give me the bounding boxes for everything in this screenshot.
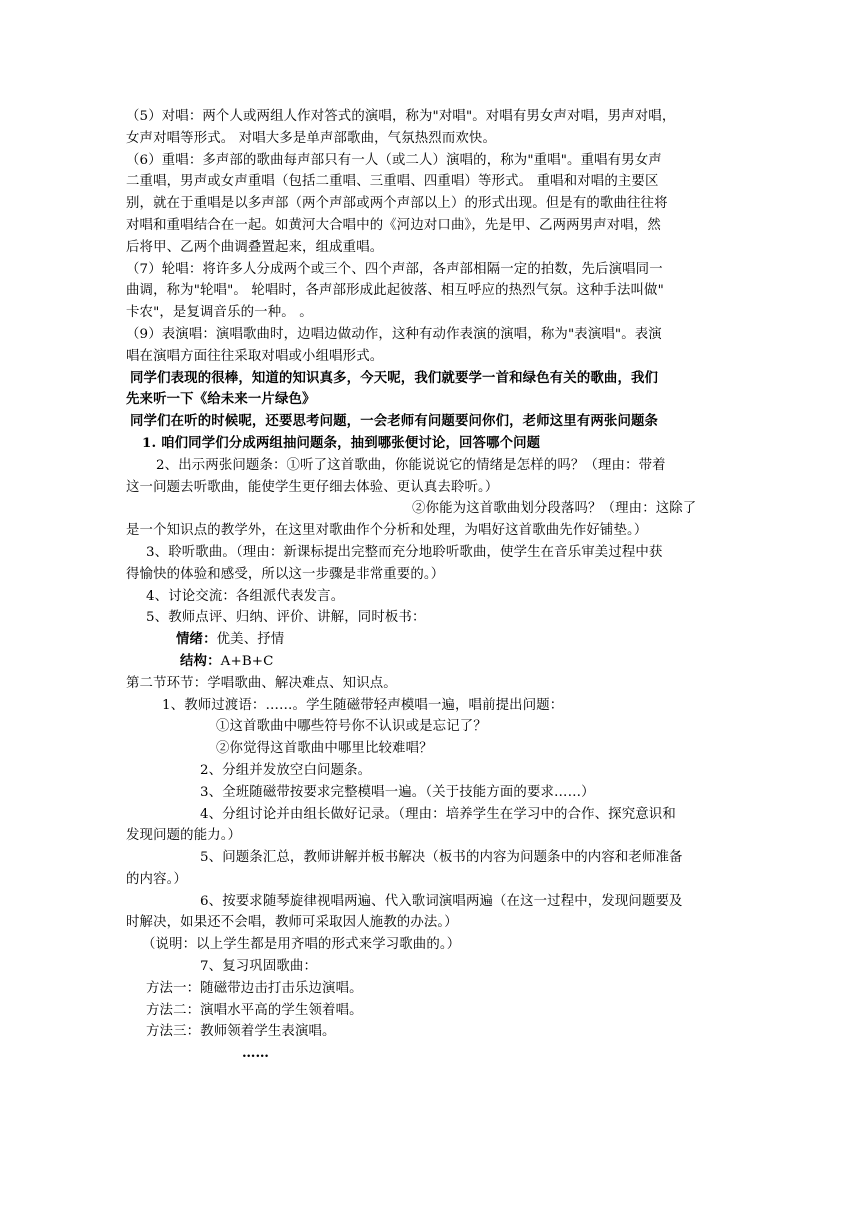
list-item: 4、讨论交流：各组派代表发言。 [146, 588, 345, 604]
board-label: 结构： [180, 652, 221, 669]
text-line: ②你能为这首歌曲划分段落吗？（理由：这除了 [412, 501, 697, 517]
method-line: 方法一：随磁带边击打击乐边演唱。 [146, 980, 363, 996]
method-line: 方法二：演唱水平高的学生领着唱。 [146, 1002, 363, 1018]
board-value: A+B+C [220, 653, 274, 669]
text-line: 卡农"，是复调音乐的一种。 。 [126, 305, 313, 321]
text-line: 唱在演唱方面往往采取对唱或小组唱形式。 [126, 348, 384, 364]
text-line: 得愉快的体验和感受，所以这一步骤是非常重要的。） [126, 566, 445, 582]
text-line: 时解决，如果还不会唱，教师可采取因人施教的办法。） [126, 915, 458, 931]
list-item: 7、复习巩固歌曲： [200, 959, 317, 975]
text-line: 曲调，称为"轮唱"。 轮唱时，各声部形成此起彼落、相互呼应的热烈气氛。这种手法叫做" [126, 283, 664, 299]
text-line: 是一个知识点的教学外，在这里对歌曲作个分析和处理，为唱好这首歌曲先作好铺垫。） [126, 523, 648, 539]
board-line-mood [126, 629, 736, 651]
text-line: 这一问题去听歌曲，能使学生更仔细去体验、更认真去聆听。） [126, 479, 499, 495]
text-line: 女声对唱等形式。 对唱大多是单声部歌曲，气氛热烈而欢快。 [126, 130, 497, 146]
text-line: 二重唱，男声或女声重唱（包括二重唱、三重唱、四重唱）等形式。 重唱和对唱的主要区 [126, 174, 659, 190]
text-line: （6）重唱：多声部的歌曲每声部只有一人（或二人）演唱的，称为"重唱"。重唱有男女声 [126, 152, 662, 168]
board-value: 优美、抒情 [216, 632, 285, 648]
bold-list-item: 1. 咱们同学们分成两组抽问题条，抽到哪张便讨论，回答哪个问题 [142, 434, 541, 451]
list-item: 6、按要求随琴旋律视唱两遍、代入歌词演唱两遍（在这一过程中，发现问题要及 [200, 893, 683, 909]
text-line: （5）对唱：两个人或两组人作对答式的演唱，称为"对唱"。对唱有男女声对唱，男声对唱， [126, 109, 676, 124]
text-line: 对唱和重唱结合在一起。如黄河大合唱中的《河边对口曲》，先是甲、乙两两男声对唱，然 [126, 217, 661, 233]
section-heading: 第二节环节：学唱歌曲、解决难点、知识点。 [126, 675, 397, 691]
method-line: 方法三：教师领着学生表演唱。 [146, 1024, 336, 1040]
question-line: ①这首歌曲中哪些符号你不认识或是忘记了？ [216, 719, 487, 735]
bold-text-line: 同学们在听的时候呢，还要思考问题，一会老师有问题要问你们，老师这里有两张问题条 [130, 413, 659, 430]
list-item: 4、分组讨论并由组长做好记录。（理由：培养学生在学习中的合作、探究意识和 [200, 806, 676, 822]
bold-text-line: 先来听一下《给未来一片绿色》 [126, 391, 316, 408]
list-item: 2、分组并发放空白问题条。 [200, 762, 372, 778]
list-item: 5、问题条汇总，教师讲解并板书解决（板书的内容为问题条中的内容和老师准备 [200, 850, 683, 866]
text-line: （9）表演唱：演唱歌曲时，边唱边做动作，这种有动作表演的演唱，称为"表演唱"。表演 [126, 326, 662, 342]
list-item: 3、聆听歌曲。（理由：新课标提出完整而充分地聆听歌曲，使学生在音乐审美过程中获 [146, 544, 663, 560]
ellipsis-line: …… [242, 1045, 270, 1062]
bold-text-line: 同学们表现的很棒，知道的知识真多，今天呢，我们就要学一首和绿色有关的歌曲，我们 [130, 369, 659, 386]
text-line: 后将甲、乙两个曲调叠置起来，组成重唱。 [126, 239, 384, 255]
document-page [126, 106, 736, 1065]
text-line: （7）轮唱：将许多人分成两个或三个、四个声部，各声部相隔一定的拍数，先后演唱同一 [126, 261, 663, 277]
note-line: （说明：以上学生都是用齐唱的形式来学习歌曲的。） [142, 937, 461, 953]
list-item: 3、全班随磁带按要求完整模唱一遍。（关于技能方面的要求……） [200, 784, 595, 800]
list-item: 2、出示两张问题条：①听了这首歌曲，你能说说它的情绪是怎样的吗？（理由：带着 [156, 457, 666, 473]
board-label: 情绪： [176, 631, 217, 648]
list-item: 1、教师过渡语：……。学生随磁带轻声模唱一遍，唱前提出问题： [162, 697, 564, 713]
question-line: ②你觉得这首歌曲中哪里比较难唱？ [216, 741, 433, 757]
text-line: 的内容。） [126, 871, 188, 887]
board-line-structure [126, 651, 736, 673]
text-line: 别，就在于重唱是以多声部（两个声部或两个声部以上）的形式出现。但是有的歌曲往往将 [126, 196, 668, 212]
list-item: 5、教师点评、归纳、评价、讲解，同时板书： [146, 610, 426, 626]
text-line: 发现问题的能力。） [126, 828, 242, 844]
